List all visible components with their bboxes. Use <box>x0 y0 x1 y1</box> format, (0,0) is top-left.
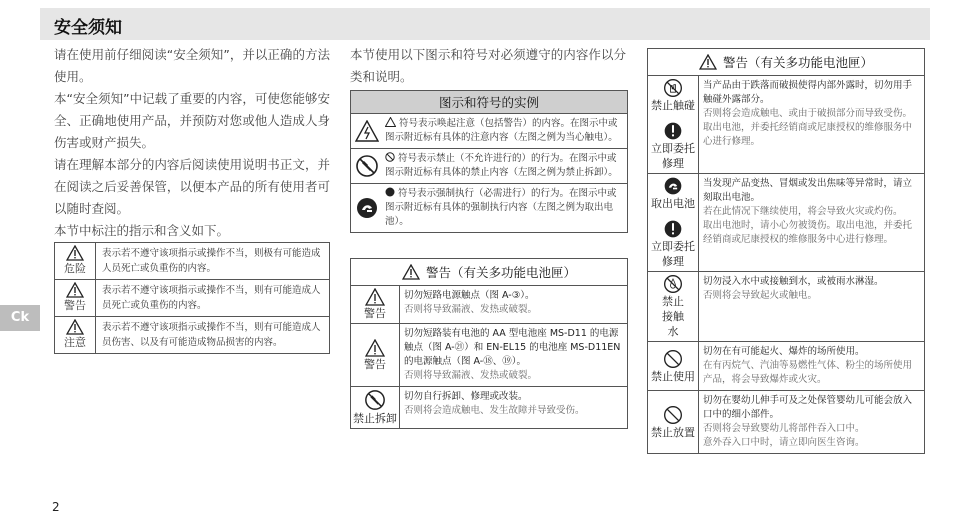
prohibition-icon <box>663 405 683 425</box>
table-row <box>648 342 924 391</box>
level-label-caution: 注意 <box>64 336 86 349</box>
warning-instruction: 切勿短路电源触点（图 A-③）。 <box>404 290 535 301</box>
page-title: 安全须知 <box>54 18 122 38</box>
warning-triangle-icon <box>699 54 717 70</box>
warning-label: 禁止触碰 <box>651 99 695 112</box>
mandatory-exclamation-icon <box>663 219 683 239</box>
warning-triangle-icon <box>66 282 84 298</box>
table-row <box>351 324 627 387</box>
warning-consequence: 否则将会导致婴幼儿将部件吞入口中。 <box>703 423 865 434</box>
warning-action: 取出电池，并委托经销商或尼康授权的维修服务中心进行修理。 <box>703 122 913 147</box>
no-water-icon <box>663 274 683 294</box>
warning-label: 禁止放置 <box>651 425 695 439</box>
warning-instruction: 切勿浸入水中或接触到水，或被雨水淋湿。 <box>703 276 884 287</box>
no-disassembly-icon <box>355 154 379 178</box>
warning-label: 禁止拆卸 <box>353 412 397 425</box>
warning-triangle-icon <box>402 264 420 280</box>
symbols-intro <box>350 44 626 88</box>
table-row <box>648 272 924 342</box>
intro-paragraph: 本节中标注的指示和含义如下。 <box>54 223 230 238</box>
warning-label: 禁止接触水 <box>662 295 684 338</box>
warning-consequence: 若在此情况下继续使用，将会导致火灾或灼伤。 <box>703 206 903 217</box>
small-prohibition-icon <box>385 152 395 162</box>
table-row <box>648 174 924 272</box>
warning-triangle-icon <box>365 339 385 357</box>
symbol-example-text <box>383 184 627 232</box>
table-row <box>55 317 330 354</box>
hazard-level-table <box>54 242 330 354</box>
warning-box-title: 警告（有关多功能电池匣） <box>425 265 576 280</box>
warning-instruction: 切勿自行拆卸、修理或改装。 <box>404 391 528 402</box>
warning-triangle-icon <box>365 288 385 306</box>
warning-instruction: 当发现产品变热、冒烟或发出焦味等异常时，请立刻取出电池。 <box>703 178 913 203</box>
warning-consequence: 否则将会造成触电、或由于破损部分而导致受伤。 <box>703 108 913 119</box>
no-touch-icon <box>663 78 683 98</box>
list-item <box>351 149 627 184</box>
symbol-example-text <box>383 149 627 183</box>
warning-instruction: 切勿在婴幼儿伸手可及之处保管婴幼儿可能会放入口中的细小部件。 <box>703 395 913 420</box>
prohibition-icon <box>663 349 683 369</box>
warning-action: 取出电池时，请小心勿被烫伤。取出电池，并委托经销商或尼康授权的维修服务中心进行修理。 <box>703 220 913 245</box>
language-tab: Ck <box>0 305 40 331</box>
symbols-intro-text: 本节使用以下图示和符号对必须遵守的内容作以分类和说明。 <box>350 47 626 84</box>
list-item <box>351 184 627 232</box>
warning-box-battery-pack-2 <box>647 48 925 454</box>
intro-paragraph: 请在理解本部分的内容后阅读使用说明书正文，并在阅读之后妥善保管，以便本产品的所有使用者可以随时查阅。 <box>54 157 330 216</box>
table-row <box>55 243 330 280</box>
symbol-examples-box <box>350 90 628 233</box>
warning-consequence: 在有丙烷气、汽油等易燃性气体、粉尘的场所使用产品，将会导致爆炸或火灾。 <box>703 360 913 385</box>
warning-label: 取出电池 <box>651 197 695 210</box>
warning-box-battery-pack <box>350 258 628 429</box>
table-row <box>351 286 627 324</box>
level-description: 表示若不遵守该项指示或操作不当，则有可能造成人员伤害、以及有可能造成物品损害的内容。 <box>96 317 330 354</box>
warning-consequence: 否则将会导致起火或触电。 <box>703 290 818 301</box>
level-description: 表示若不遵守该项指示或操作不当，则极有可能造成人员死亡或负重伤的内容。 <box>96 243 330 280</box>
warning-triangle-icon <box>66 319 84 335</box>
warning-triangle-icon <box>66 245 84 261</box>
symbol-example-text <box>383 114 627 148</box>
no-disassembly-icon <box>364 389 386 411</box>
symbol-examples-title: 图示和符号的实例 <box>351 91 627 114</box>
table-row <box>648 391 924 453</box>
warning-label: 立即委托修理 <box>651 142 695 170</box>
warning-label: 立即委托修理 <box>651 240 695 268</box>
warning-instruction: 切勿短路装有电池的 AA 型电池座 MS-D11 的电源触点（图 A-㉑）和 EN-EL15 的电池座 MS-D11EN 的电源触点（图 A-⑱、⑲）。 <box>404 328 621 367</box>
warning-consequence: 否则将会造成触电、发生故障并导致受伤。 <box>404 405 585 416</box>
level-description: 表示若不遵守该项指示或操作不当，则有可能造成人员死亡或负重伤的内容。 <box>96 280 330 317</box>
small-mandatory-icon <box>385 187 395 197</box>
remove-battery-icon <box>663 176 683 196</box>
electric-shock-warning-icon <box>355 120 379 142</box>
level-label-danger: 危险 <box>64 262 86 275</box>
warning-box-title: 警告（有关多功能电池匣） <box>722 55 873 70</box>
warning-label: 警告 <box>364 357 386 371</box>
warning-consequence: 否则将导致漏液、发热或破裂。 <box>404 304 538 315</box>
table-row <box>648 76 924 174</box>
intro-paragraph: 请在使用前仔细阅读“安全须知”，并以正确的方法使用。 <box>54 47 330 84</box>
list-item <box>351 114 627 149</box>
level-label-warning: 警告 <box>64 299 86 312</box>
symbol-example-mandatory: 符号表示强制执行（必需进行）的行为。在图示中或图示附近标有具体的强制执行内容（左图之例为取出电池）。 <box>385 188 617 227</box>
warning-consequence: 否则将导致漏液、发热或破裂。 <box>404 370 538 381</box>
symbol-example-caution: 符号表示唤起注意（包括警告）的内容。在图示中或图示附近标有具体的注意内容（左图之例为当心触电）。 <box>385 118 618 143</box>
warning-instruction: 切勿在有可能起火、爆炸的场所使用。 <box>703 346 865 357</box>
small-triangle-icon <box>385 117 396 127</box>
warning-action: 意外吞入口中时，请立即向医生咨询。 <box>703 437 865 448</box>
table-row <box>351 387 627 428</box>
table-row <box>55 280 330 317</box>
page-number: 2 <box>52 500 60 514</box>
mandatory-exclamation-icon <box>663 121 683 141</box>
intro-column <box>54 44 330 242</box>
warning-label: 警告 <box>364 307 386 320</box>
warning-label: 禁止使用 <box>651 369 695 383</box>
intro-paragraph: 本“安全须知”中记载了重要的内容，可使您能够安全、正确地使用产品，并预防对您或他人造成人身伤害或财产损失。 <box>54 91 330 150</box>
symbol-example-prohibition: 符号表示禁止（不允许进行的）的行为。在图示中或图示附近标有具体的禁止内容（左图之例为禁止拆卸）。 <box>385 153 618 178</box>
remove-battery-icon <box>355 196 379 220</box>
header-bar <box>40 8 930 40</box>
warning-instruction: 当产品由于跌落而破损使得内部外露时，切勿用手触碰外露部分。 <box>703 80 913 105</box>
